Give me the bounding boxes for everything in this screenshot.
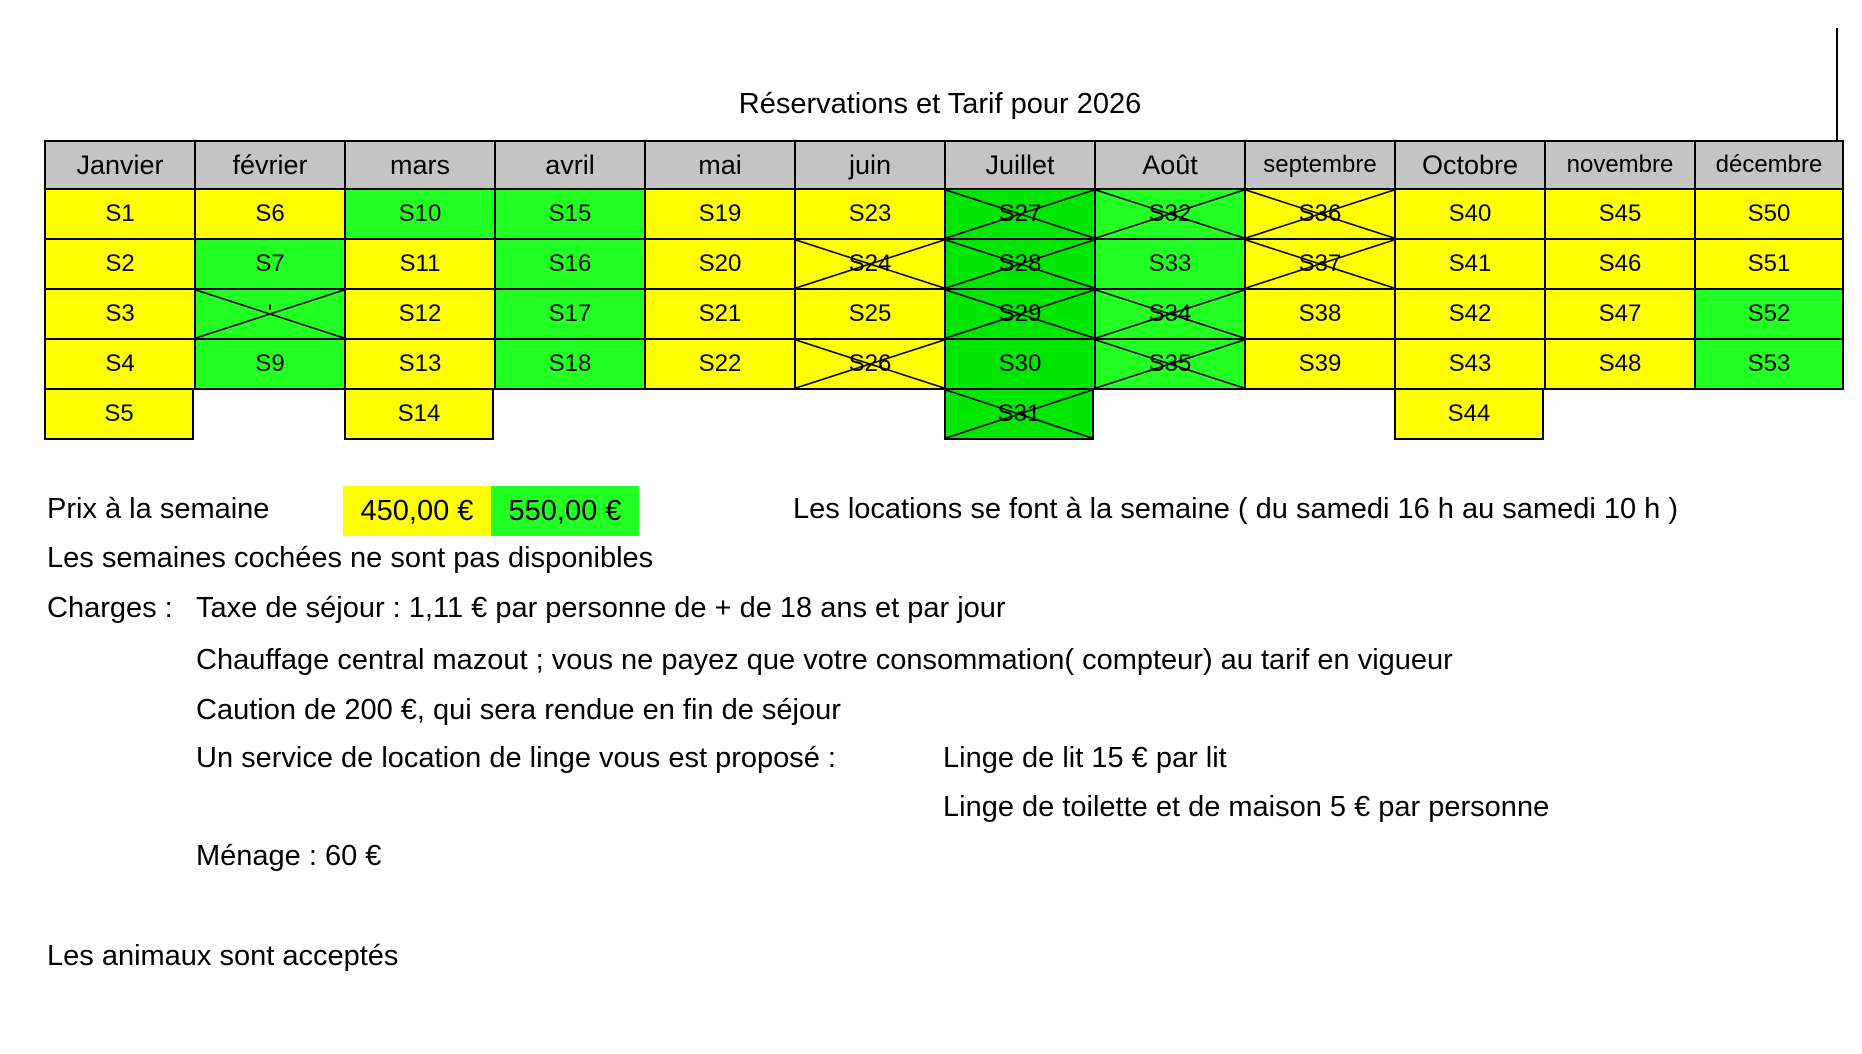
month-header: Juillet: [944, 140, 1096, 190]
week-label: S10: [398, 200, 442, 227]
week-label: S20: [698, 250, 742, 277]
week-label: S18: [548, 350, 592, 377]
week-cell: [644, 190, 794, 240]
week-label: S35: [1148, 350, 1192, 377]
week-cell: [1094, 240, 1244, 290]
week-cell-booked: [1244, 190, 1394, 240]
week-label: S3: [105, 300, 135, 327]
week-cell: [44, 290, 194, 340]
week-label: S52: [1747, 300, 1791, 327]
week-label: S39: [1298, 350, 1342, 377]
week-label: S7: [255, 250, 285, 277]
bed-linen-price: Linge de lit 15 € par lit: [943, 742, 1227, 774]
week-cell: [44, 390, 194, 440]
week-label: S32: [1148, 200, 1192, 227]
price-tier-2: 550,00 €: [491, 486, 639, 536]
week-label: S6: [255, 200, 285, 227]
week-label: S53: [1747, 350, 1791, 377]
month-header: décembre: [1694, 140, 1844, 190]
week-label: S2: [105, 250, 135, 277]
week-cell: [644, 290, 794, 340]
week-label: S12: [398, 300, 442, 327]
month-header: juin: [794, 140, 946, 190]
week-label: S30: [998, 350, 1042, 377]
week-label: S45: [1598, 200, 1642, 227]
week-label: S11: [399, 250, 441, 277]
week-label: S17: [548, 300, 592, 327]
week-cell: [194, 340, 344, 390]
rental-period-note: Les locations se font à la semaine ( du samedi 16 h au samedi 10 h ): [793, 493, 1679, 525]
month-header: mars: [344, 140, 496, 190]
week-label: S31: [997, 400, 1041, 427]
week-cell-booked: [1094, 290, 1244, 340]
month-header: mai: [644, 140, 796, 190]
week-label: S4: [105, 350, 135, 377]
week-cell-booked: [944, 290, 1094, 340]
week-cell-booked: [794, 240, 944, 290]
price-label: Prix à la semaine: [47, 493, 270, 525]
week-cell: [1394, 240, 1544, 290]
month-header: Octobre: [1394, 140, 1546, 190]
week-cell: [1544, 240, 1694, 290]
unavailable-note: Les semaines cochées ne sont pas disponibles: [47, 542, 654, 574]
week-label: S16: [548, 250, 592, 277]
week-cell-booked: [194, 290, 344, 340]
week-cell: [344, 240, 494, 290]
week-label: S33: [1148, 250, 1192, 277]
price-tier-1: 450,00 €: [343, 486, 491, 536]
deposit-charge: Caution de 200 €, qui sera rendue en fin de séjour: [196, 694, 841, 726]
week-cell-booked: [1094, 190, 1244, 240]
week-cell: [494, 190, 644, 240]
week-label: S1: [105, 200, 135, 227]
week-label: S40: [1448, 200, 1492, 227]
week-label: S41: [1448, 250, 1492, 277]
week-label: S42: [1448, 300, 1492, 327]
week-cell-booked: [944, 390, 1094, 440]
month-header: Août: [1094, 140, 1246, 190]
week-cell-booked: [1244, 240, 1394, 290]
week-label: S27: [998, 200, 1042, 227]
week-cell: [1694, 240, 1844, 290]
linen-service: Un service de location de linge vous est proposé :: [196, 742, 836, 774]
week-label: S34: [1148, 300, 1192, 327]
week-cell: [494, 290, 644, 340]
cleaning-charge: Ménage : 60 €: [196, 840, 382, 872]
week-label: S25: [848, 300, 892, 327]
week-label: S37: [1298, 250, 1342, 277]
week-cell: [644, 340, 794, 390]
week-label: S9: [255, 350, 285, 377]
week-label: ': [267, 300, 273, 327]
animals-note: Les animaux sont acceptés: [47, 940, 399, 972]
week-cell: [1694, 290, 1844, 340]
week-cell: [44, 190, 194, 240]
week-label: S13: [398, 350, 442, 377]
week-cell: [44, 240, 194, 290]
tourist-tax: Taxe de séjour : 1,11 € par personne de + de 18 ans et par jour: [196, 592, 1006, 624]
week-cell: [1694, 340, 1844, 390]
week-cell: [1394, 290, 1544, 340]
week-label: S24: [848, 250, 892, 277]
week-cell-booked: [1094, 340, 1244, 390]
week-label: S38: [1298, 300, 1342, 327]
week-cell: [1544, 190, 1694, 240]
month-header: Janvier: [44, 140, 196, 190]
week-cell: [344, 190, 494, 240]
week-label: S22: [698, 350, 742, 377]
week-label: S29: [998, 300, 1042, 327]
page-title: Réservations et Tarif pour 2026: [738, 88, 1142, 120]
week-cell: [794, 290, 944, 340]
week-cell: [1394, 340, 1544, 390]
week-cell: [44, 340, 194, 390]
week-cell: [494, 340, 644, 390]
week-label: S46: [1598, 250, 1642, 277]
week-cell-booked: [794, 340, 944, 390]
week-cell: [644, 240, 794, 290]
week-label: S14: [397, 400, 441, 427]
week-label: S5: [104, 400, 134, 427]
week-label: S19: [698, 200, 742, 227]
week-cell: [1244, 290, 1394, 340]
week-label: S44: [1447, 400, 1491, 427]
week-label: S15: [548, 200, 592, 227]
week-label: S47: [1598, 300, 1642, 327]
heating-charge: Chauffage central mazout ; vous ne payez que votre consommation( compteur) au tarif en vigueur: [196, 644, 1453, 676]
week-label: S26: [848, 350, 892, 377]
week-cell: [344, 390, 494, 440]
week-cell: [494, 240, 644, 290]
week-cell: [1244, 340, 1394, 390]
month-header: novembre: [1544, 140, 1696, 190]
week-cell: [1544, 290, 1694, 340]
reservation-calendar: [44, 140, 1844, 440]
charges-label: Charges :: [47, 592, 173, 624]
week-cell: [1544, 340, 1694, 390]
week-label: S36: [1298, 200, 1342, 227]
week-label: S51: [1747, 250, 1791, 277]
week-cell: [1394, 190, 1544, 240]
week-cell: [1694, 190, 1844, 240]
week-cell: [794, 190, 944, 240]
month-header: avril: [494, 140, 646, 190]
week-cell: [194, 190, 344, 240]
week-label: S43: [1448, 350, 1492, 377]
week-label: S21: [698, 300, 742, 327]
week-cell: [1394, 390, 1544, 440]
week-label: S23: [848, 200, 892, 227]
week-label: S50: [1747, 200, 1791, 227]
week-label: S48: [1598, 350, 1642, 377]
week-cell: [344, 340, 494, 390]
towel-linen-price: Linge de toilette et de maison 5 € par personne: [943, 791, 1550, 823]
week-label: S28: [998, 250, 1042, 277]
page-border-line: [1836, 28, 1838, 140]
week-cell-booked: [944, 190, 1094, 240]
week-cell: [194, 240, 344, 290]
week-cell: [344, 290, 494, 340]
month-header: septembre: [1244, 140, 1396, 190]
week-cell: [944, 340, 1094, 390]
week-cell-booked: [944, 240, 1094, 290]
month-header: février: [194, 140, 346, 190]
